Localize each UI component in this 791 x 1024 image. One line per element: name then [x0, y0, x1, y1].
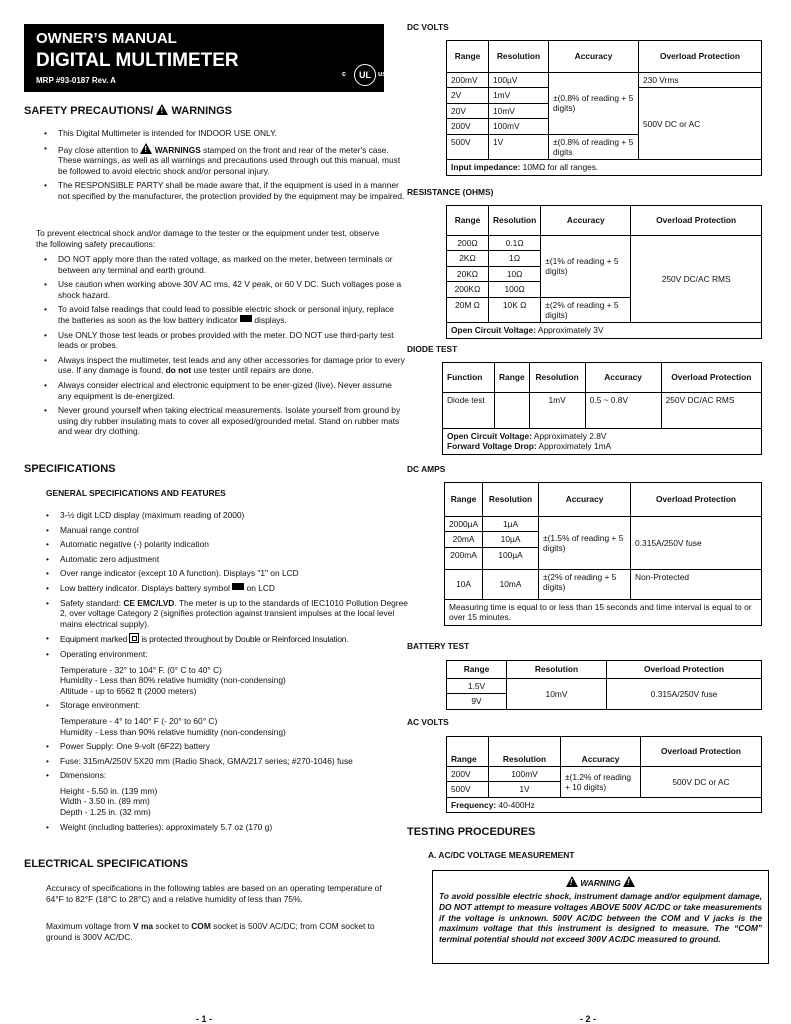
- list-item: [60, 649, 408, 696]
- ac-volts-label: AC VOLTS: [407, 717, 449, 727]
- list-item: • Fuse: 315mA/250V 5X20 mm (Radio Shack, GMA/217 series; #270-1046) fuse: [60, 756, 408, 767]
- text: Always inspect the multimeter, test leads and any other accessories for damage prior to every use. If any damage is found,: [58, 354, 405, 376]
- specifications-heading: SPECIFICATIONS: [24, 463, 116, 475]
- cell: 200mV: [447, 73, 489, 88]
- footer-line: [447, 441, 757, 451]
- text: Height - 5.50 in. (139 mm): [60, 785, 158, 796]
- cell: 10mV: [507, 679, 607, 710]
- title-block: [24, 24, 387, 92]
- battery-test-table: [446, 660, 762, 710]
- text: To avoid false readings that could lead to possible electric shock or personal injury, replace the batteries as soon as the low battery indicator: [58, 304, 394, 325]
- text: Temperature - 32° to 104° F. (0° C to 40° C): [60, 664, 222, 675]
- col-header: Resolution: [483, 483, 539, 517]
- list-item: • Power Supply: One 9-volt (6F22) battery: [60, 741, 408, 752]
- battery-icon: [232, 583, 244, 590]
- table-row: [447, 73, 762, 88]
- cell: [495, 393, 530, 429]
- cell: 500V DC or AC: [639, 88, 762, 160]
- cell: [447, 160, 762, 175]
- text: Approximately 2.8V: [533, 431, 607, 441]
- list-item: • Over range indicator (except 10 A function). Displays "1" on LCD: [60, 568, 408, 579]
- ac-dc-voltage-heading: A. AC/DC VOLTAGE MEASUREMENT: [428, 850, 575, 860]
- dc-amps-table: [444, 482, 762, 626]
- text: Humidity - Less than 90% relative humidity (non-condensing): [60, 726, 286, 737]
- text-bold: Input impedance:: [451, 162, 521, 173]
- table-row: [445, 569, 762, 599]
- cell: ±(1.2% of reading + 10 digits): [561, 767, 641, 798]
- table-footer: [447, 160, 762, 175]
- col-header: Range: [495, 363, 530, 393]
- cell: 100µA: [483, 547, 539, 569]
- battery-icon: [240, 315, 252, 322]
- col-header: Range: [447, 661, 507, 679]
- col-header: Accuracy: [541, 206, 631, 236]
- ul-c-mark: c: [342, 71, 346, 78]
- cell: 10Ω: [489, 266, 541, 281]
- text: Pay close attention to: [58, 144, 139, 155]
- cell: 200mA: [445, 547, 483, 569]
- col-header: Resolution: [489, 206, 541, 236]
- safety-heading: [24, 104, 232, 117]
- diode-test-table: [442, 362, 762, 455]
- text: Depth - 1.25 in. (32 mm): [60, 807, 151, 818]
- table-row: [447, 679, 762, 694]
- model-number: MRP #93-0187 Rev. A: [36, 76, 116, 85]
- table-footer: [447, 797, 762, 812]
- table-footer: [447, 323, 762, 338]
- cell: 0.315A/250V fuse: [631, 517, 762, 570]
- page-number-right: - 2 -: [580, 1014, 597, 1024]
- list-item: [58, 355, 406, 376]
- list-item: [60, 598, 408, 630]
- text: Safety standard:: [60, 597, 121, 608]
- list-item: • Weight (including batteries): approximately 5.7 oz (170 g): [60, 822, 408, 833]
- cell: 10mV: [489, 103, 549, 118]
- cell: 20mA: [445, 532, 483, 547]
- text: use tester until repairs are done.: [193, 365, 314, 376]
- safety-list-2: [36, 254, 406, 441]
- text: socket to: [155, 921, 189, 931]
- text: socket is 500V AC/DC; from COM socket to ground is 300V AC/DC.: [46, 921, 375, 942]
- col-header: Range: [447, 206, 489, 236]
- list-item: • Manual range control: [60, 525, 408, 536]
- col-header: Accuracy: [561, 737, 641, 767]
- cell: 230 Vrms: [639, 73, 762, 88]
- resistance-table: [446, 205, 762, 339]
- elec-paragraph-2: [46, 921, 386, 942]
- cell: Diode test: [443, 393, 495, 429]
- col-header: Range: [445, 483, 483, 517]
- safety-paragraph: To prevent electrical shock and/or damage to the tester or the equipment under test, observe the following safety precautions:: [36, 228, 380, 249]
- cell: 20V: [447, 103, 489, 118]
- warning-box: [432, 870, 769, 964]
- text: Humidity - Less than 80% relative humidity (non-condensing): [60, 675, 286, 686]
- cell: ±(0.8% of reading + 5 digits: [549, 134, 639, 160]
- text-bold: COM: [191, 921, 211, 931]
- cell: 250V DC/AC RMS: [661, 393, 761, 429]
- cell: 1.5V: [447, 679, 507, 694]
- cell: ±(0.8% of reading + 5 digits): [549, 73, 639, 135]
- cell: 1V: [489, 134, 549, 160]
- cell: 20KΩ: [447, 266, 489, 281]
- table-row: [447, 767, 762, 782]
- cell: 100mV: [489, 119, 549, 134]
- text-bold: Open Circuit Voltage:: [447, 431, 532, 441]
- text: Width - 3.50 in. (89 mm): [60, 796, 150, 807]
- warning-triangle-icon: [566, 876, 578, 887]
- page-number-left: - 1 -: [196, 1014, 213, 1024]
- diode-test-label: DIODE TEST: [407, 344, 458, 354]
- safety-list-1: [36, 128, 406, 206]
- text-bold: Forward Voltage Drop:: [447, 441, 537, 452]
- col-header: Range: [447, 737, 489, 767]
- cell: 1V: [489, 782, 561, 797]
- resistance-label: RESISTANCE (OHMS): [407, 187, 494, 197]
- cell: ±(1% of reading + 5 digits): [541, 236, 631, 298]
- list-item: [60, 633, 408, 645]
- cell: ±(2% of reading + 5 digits): [539, 569, 631, 599]
- product-title: DIGITAL MULTIMETER: [36, 50, 239, 71]
- cell: 10K Ω: [489, 297, 541, 323]
- list-item: [58, 143, 406, 177]
- list-item: • Automatic zero adjustment: [60, 554, 408, 565]
- text: . The meter is up to the standards of IEC1010 Pollution Degree 2, over voltage Category 2 (signifies protection against transient impulses at the local level mains electrical supply).: [60, 597, 408, 629]
- text: displays.: [254, 314, 287, 325]
- elec-paragraph-1: Accuracy of specifications in the following tables are based on an operating temperature of 64°F to 82°F (18°C to 28°C) and a relative humidity of less than 75%.: [46, 883, 382, 904]
- text: • Operating environment:: [60, 648, 148, 659]
- col-header: Range: [447, 41, 489, 73]
- cell: 200KΩ: [447, 282, 489, 297]
- cell: 9V: [447, 694, 507, 709]
- col-header: Overload Protection: [631, 483, 762, 517]
- col-header: Resolution: [529, 363, 585, 393]
- cell: Measuring time is equal to or less than 15 seconds and time interval is equal to or over 15 minutes.: [445, 599, 762, 625]
- cell: 1mV: [529, 393, 585, 429]
- manual-label: OWNER’S MANUAL: [36, 30, 177, 47]
- text: Temperature - 4° to 140° F (- 20° to 60° C): [60, 715, 218, 726]
- cell: ±(1.5% of reading + 5 digits): [539, 517, 631, 570]
- text: WARNING: [580, 878, 621, 888]
- table-footer: [443, 429, 762, 455]
- col-header: Overload Protection: [661, 363, 761, 393]
- text: Approximately 1mA: [538, 441, 612, 452]
- table-row: [443, 393, 762, 429]
- list-item: • Never ground yourself when taking electrical measurements. Isolate yourself from ground by using dry rubber insulating mats to cover all exposed/grounded metal. Stand on rubber mats and wear dry clothing.: [58, 405, 406, 437]
- col-header: Resolution: [489, 41, 549, 73]
- col-header: Resolution: [489, 737, 561, 767]
- safety-heading-a: SAFETY PRECAUTIONS/: [24, 105, 154, 117]
- spec-list: [38, 510, 408, 836]
- text-bold: Open Circuit Voltage:: [451, 325, 536, 336]
- col-header: Overload Protection: [641, 737, 762, 767]
- list-item: [60, 770, 408, 817]
- text: 10MΩ for all ranges.: [522, 162, 599, 173]
- cell: 10µA: [483, 532, 539, 547]
- warning-body: To avoid possible electric shock, instrument damage and/or equipment damage, DO NOT attempt to measure voltages ABOVE 500V AC/DC or take measurements if the voltage is unknown. 500V AC/DC between the COM and V jacks is the maximum voltage that this instrument is designed to measure. The “COM” terminal potential should not exceed 300V AC/DC measured to ground.: [439, 891, 762, 945]
- list-item: • Use caution when working above 30V AC rms, 42 V peak, or 60 V DC. Such voltages pose a shock hazard.: [58, 279, 406, 300]
- dc-volts-label: DC VOLTS: [407, 22, 449, 32]
- col-header: Resolution: [507, 661, 607, 679]
- text-bold: CE EMC/LVD: [123, 597, 175, 608]
- cell: 100Ω: [489, 282, 541, 297]
- battery-test-label: BATTERY TEST: [407, 641, 470, 651]
- list-item: • DO NOT apply more than the rated voltage, as marked on the meter, between terminals or between any terminal and earth ground.: [58, 254, 406, 275]
- text: on LCD: [246, 582, 275, 593]
- text: is protected throughout by Double or Reinforced Insulation.: [141, 634, 349, 645]
- text: 40-400Hz: [498, 799, 535, 810]
- col-header: Function: [443, 363, 495, 393]
- testing-procedures-heading: TESTING PROCEDURES: [407, 826, 536, 838]
- cell: 500V: [447, 782, 489, 797]
- cell: 250V DC/AC RMS: [631, 236, 762, 323]
- list-item: [58, 304, 406, 325]
- list-item: • Always consider electrical and electronic equipment to be ener-gized (live). Never assume any equipment is de-energized.: [58, 380, 406, 401]
- cell: Non-Protected: [631, 569, 762, 599]
- warning-triangle-icon: [623, 876, 635, 887]
- cell: 10mA: [483, 569, 539, 599]
- list-item: • This Digital Multimeter is intended for INDOOR USE ONLY.: [58, 128, 406, 139]
- warning-title: [433, 876, 768, 888]
- cell: 2000µA: [445, 517, 483, 532]
- cell: 100µV: [489, 73, 549, 88]
- cell: 200V: [447, 119, 489, 134]
- table-row: [447, 236, 762, 251]
- text-bold: do not: [165, 365, 192, 376]
- text: Altitude - up to 6562 ft (2000 meters): [60, 685, 197, 696]
- cell: 2KΩ: [447, 251, 489, 266]
- dc-amps-label: DC AMPS: [407, 464, 446, 474]
- warning-triangle-icon: [156, 104, 168, 115]
- table-footer: [445, 599, 762, 625]
- list-item: • The RESPONSIBLE PARTY shall be made aware that, if the equipment is used in a manner not specified by the manufacturer, the protection provided by the equipment may be impaired.: [58, 180, 406, 201]
- ul-logo-icon: UL: [354, 64, 376, 86]
- dc-volts-table: [446, 40, 762, 176]
- text: Equipment marked: [60, 634, 128, 645]
- col-header: Overload Protection: [631, 206, 762, 236]
- cell: [447, 323, 762, 338]
- text: Approximately 3V: [537, 325, 604, 336]
- cell: 10A: [445, 569, 483, 599]
- electrical-spec-heading: ELECTRICAL SPECIFICATIONS: [24, 858, 188, 870]
- text: • Dimensions:: [60, 770, 107, 781]
- cell: 0.1Ω: [489, 236, 541, 251]
- ac-volts-table: [446, 736, 762, 813]
- text-bold: Frequency:: [451, 799, 497, 810]
- footer-line: [447, 431, 757, 441]
- text: Maximum voltage from: [46, 921, 131, 931]
- col-header: Accuracy: [549, 41, 639, 73]
- cell: 1Ω: [489, 251, 541, 266]
- text: stamped on the front and rear of the meter's case. These warnings, as well as all warnings and precautions used through out this manual, must be followed to avoid electric shock and/or personal injury.: [58, 144, 401, 176]
- text-bold: WARNINGS: [154, 144, 201, 155]
- cell: 1µA: [483, 517, 539, 532]
- table-row: [445, 517, 762, 532]
- col-header: Accuracy: [585, 363, 661, 393]
- cell: 2V: [447, 88, 489, 103]
- col-header: Overload Protection: [639, 41, 762, 73]
- cell: 100mV: [489, 767, 561, 782]
- cell: [447, 797, 762, 812]
- list-item: • 3-½ digit LCD display (maximum reading of 2000): [60, 510, 408, 521]
- safety-heading-b: WARNINGS: [171, 105, 232, 117]
- cell: 0.315A/250V fuse: [607, 679, 762, 710]
- text-bold: V ma: [133, 921, 154, 931]
- list-item: [60, 700, 408, 737]
- ul-us-mark: us: [378, 71, 387, 78]
- cell: 500V DC or AC: [641, 767, 762, 798]
- double-insulation-icon: [129, 633, 139, 643]
- list-item: [60, 583, 408, 594]
- col-header: Overload Protection: [607, 661, 762, 679]
- cell: 1mV: [489, 88, 549, 103]
- text: Low battery indicator. Displays battery symbol: [60, 582, 230, 593]
- general-spec-heading: GENERAL SPECIFICATIONS AND FEATURES: [46, 488, 226, 498]
- col-header: Accuracy: [539, 483, 631, 517]
- warning-triangle-icon: [140, 143, 152, 154]
- cell: 500V: [447, 134, 489, 160]
- cell: 0.5 ~ 0.8V: [585, 393, 661, 429]
- cell: 20M Ω: [447, 297, 489, 323]
- cell: 200Ω: [447, 236, 489, 251]
- cell: [443, 429, 762, 455]
- list-item: • Use ONLY those test leads or probes provided with the meter. DO NOT use third-party test leads or probes.: [58, 330, 406, 351]
- text: • Storage environment:: [60, 700, 141, 711]
- list-item: • Automatic negative (-) polarity indication: [60, 539, 408, 550]
- cell: 200V: [447, 767, 489, 782]
- cell: ±(2% of reading + 5 digits): [541, 297, 631, 323]
